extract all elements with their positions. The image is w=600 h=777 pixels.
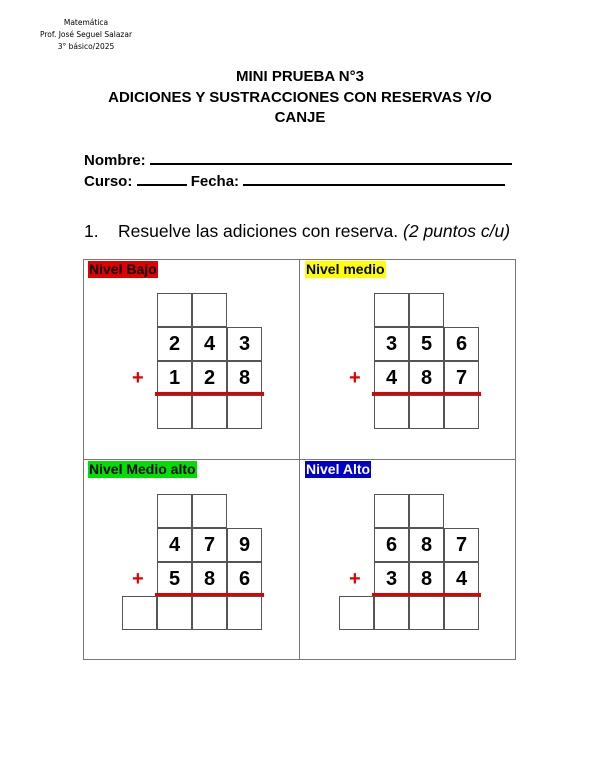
course-blank[interactable] bbox=[137, 170, 187, 186]
question-points: (2 puntos c/u) bbox=[403, 221, 511, 241]
plus-sign: + bbox=[349, 367, 361, 389]
question-number: 1. bbox=[84, 221, 99, 241]
answer-box[interactable] bbox=[122, 596, 157, 630]
answer-box[interactable] bbox=[444, 596, 479, 630]
digit-cell: 4 bbox=[444, 562, 479, 596]
date-label: Fecha: bbox=[190, 173, 240, 190]
date-blank[interactable] bbox=[243, 170, 505, 186]
answer-box[interactable] bbox=[157, 596, 192, 630]
course-label: Curso: bbox=[84, 173, 133, 190]
digit-cell: 4 bbox=[374, 361, 409, 395]
answer-box[interactable] bbox=[227, 596, 262, 630]
digit-cell: 2 bbox=[192, 361, 227, 395]
name-field-row bbox=[84, 149, 512, 169]
digit-cell: 8 bbox=[227, 361, 262, 395]
carry-box[interactable] bbox=[192, 293, 227, 327]
digit-cell: 3 bbox=[374, 327, 409, 361]
carry-box[interactable] bbox=[409, 293, 444, 327]
title-line-1: MINI PRUEBA N°3 bbox=[236, 68, 364, 85]
grid-divider-horizontal bbox=[83, 459, 516, 460]
plus-sign: + bbox=[349, 568, 361, 590]
grade-label: 3° básico/2025 bbox=[57, 42, 115, 51]
answer-box[interactable] bbox=[157, 395, 192, 429]
name-label: Nombre: bbox=[84, 152, 146, 169]
carry-box[interactable] bbox=[192, 494, 227, 528]
digit-cell: 7 bbox=[192, 528, 227, 562]
subject-label: Matemática bbox=[63, 18, 109, 27]
name-blank[interactable] bbox=[150, 149, 512, 165]
title-line-2: ADICIONES Y SUSTRACCIONES CON RESERVAS Y/O bbox=[108, 89, 492, 106]
digit-cell: 3 bbox=[227, 327, 262, 361]
course-date-row bbox=[84, 170, 505, 190]
digit-cell: 5 bbox=[157, 562, 192, 596]
digit-cell: 4 bbox=[192, 327, 227, 361]
digit-cell: 7 bbox=[444, 361, 479, 395]
plus-sign: + bbox=[132, 367, 144, 389]
digit-cell: 8 bbox=[409, 528, 444, 562]
digit-cell: 4 bbox=[157, 528, 192, 562]
answer-box[interactable] bbox=[374, 596, 409, 630]
digit-cell: 9 bbox=[227, 528, 262, 562]
teacher-label: Prof. José Seguel Salazar bbox=[39, 30, 133, 39]
title-line-3: CANJE bbox=[274, 109, 326, 126]
digit-cell: 1 bbox=[157, 361, 192, 395]
digit-cell: 8 bbox=[192, 562, 227, 596]
digit-cell: 8 bbox=[409, 562, 444, 596]
answer-box[interactable] bbox=[339, 596, 374, 630]
document-header bbox=[38, 17, 134, 53]
digit-cell: 2 bbox=[157, 327, 192, 361]
answer-box[interactable] bbox=[227, 395, 262, 429]
question-text: Resuelve las adiciones con reserva. bbox=[118, 221, 399, 241]
plus-sign: + bbox=[132, 568, 144, 590]
answer-box[interactable] bbox=[192, 395, 227, 429]
level-label: Nivel Medio alto bbox=[89, 461, 196, 477]
carry-box[interactable] bbox=[157, 494, 192, 528]
digit-cell: 6 bbox=[227, 562, 262, 596]
answer-box[interactable] bbox=[192, 596, 227, 630]
answer-box[interactable] bbox=[409, 596, 444, 630]
carry-box[interactable] bbox=[374, 293, 409, 327]
digit-cell: 8 bbox=[409, 361, 444, 395]
question-1 bbox=[84, 221, 510, 242]
answer-box[interactable] bbox=[409, 395, 444, 429]
digit-cell: 5 bbox=[409, 327, 444, 361]
digit-cell: 6 bbox=[374, 528, 409, 562]
digit-cell: 6 bbox=[444, 327, 479, 361]
level-label: Nivel medio bbox=[306, 261, 385, 277]
digit-cell: 7 bbox=[444, 528, 479, 562]
answer-box[interactable] bbox=[444, 395, 479, 429]
digit-cell: 3 bbox=[374, 562, 409, 596]
carry-box[interactable] bbox=[374, 494, 409, 528]
answer-box[interactable] bbox=[374, 395, 409, 429]
level-label: Nivel Alto bbox=[306, 461, 371, 477]
carry-box[interactable] bbox=[157, 293, 192, 327]
carry-box[interactable] bbox=[409, 494, 444, 528]
level-label: Nivel Bajo bbox=[89, 261, 157, 277]
